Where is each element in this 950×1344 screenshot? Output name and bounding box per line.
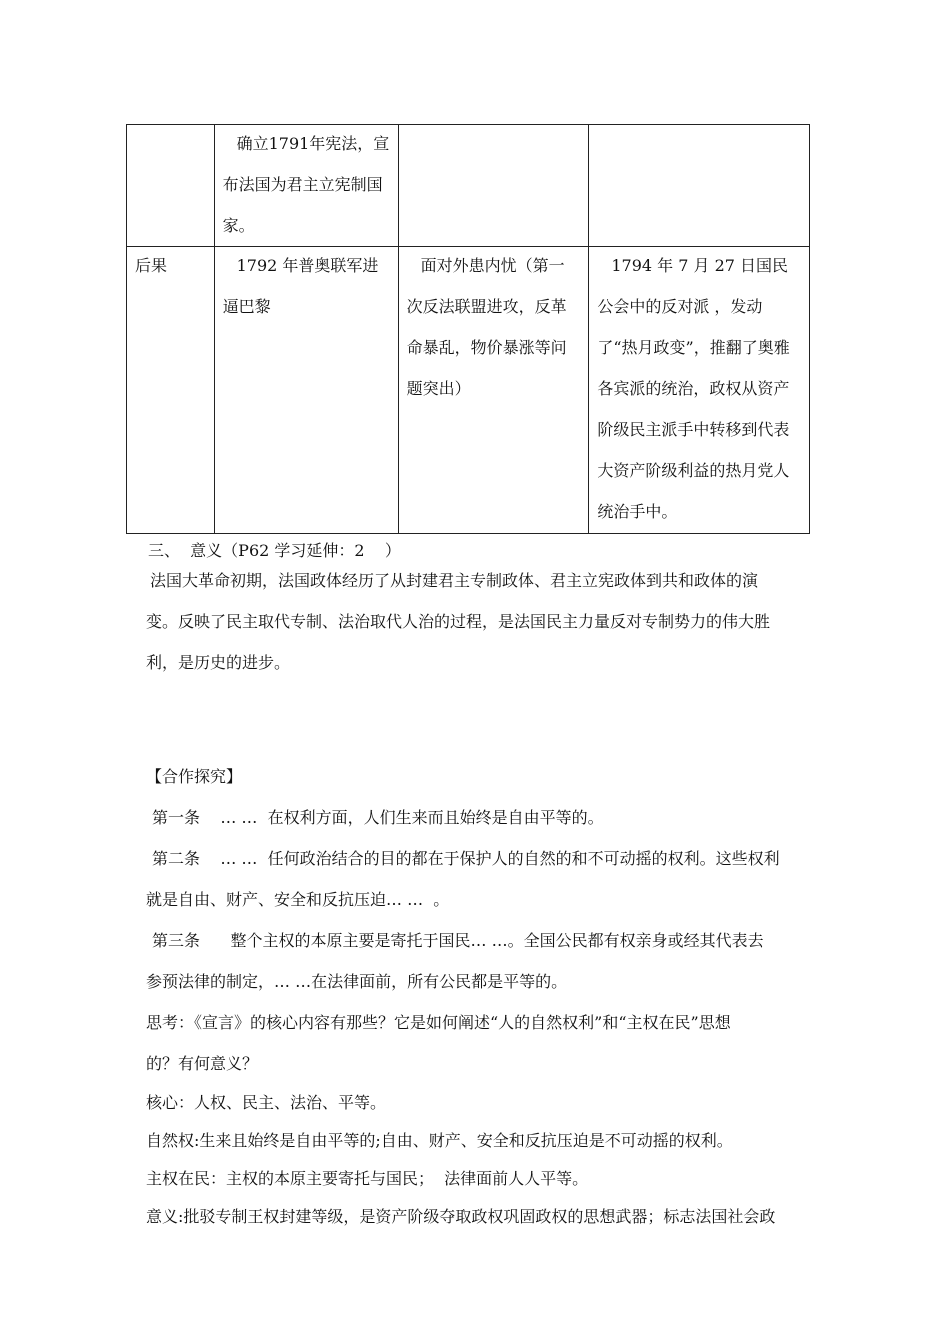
section-3-heading: 三、 意义（P62 学习延伸：2 ）: [148, 541, 401, 560]
question-line2: 的？有何意义？: [146, 1054, 259, 1073]
cooperation-heading: 【合作探究】: [146, 767, 243, 786]
table-cell: [398, 125, 589, 247]
table-cell: 确立1791年宪法，宣布法国为君主立宪制国家。: [214, 125, 398, 247]
article-3-line2: 参预法律的制定，… …在法律面前，所有公民都是平等的。: [146, 972, 568, 991]
answer-core: 核心：人权、民主、法治、平等。: [146, 1093, 387, 1112]
table-cell: 1792 年普奥联军进逼巴黎: [214, 247, 398, 534]
article-1: 第一条 … … 在权利方面，人们生来而且始终是自由平等的。: [152, 808, 604, 827]
table-cell: 后果: [127, 247, 215, 534]
table-cell: [127, 125, 215, 247]
cooperation-section: [146, 756, 811, 1236]
meaning-paragraph: [150, 560, 815, 601]
table-cell: 面对外患内忧（第一次反法联盟进攻，反革命暴乱，物价暴涨等问题突出）: [398, 247, 589, 534]
answer-sovereignty: 主权在民：主权的本原主要寄托与国民； 法律面前人人平等。: [146, 1169, 589, 1188]
paragraph-line: 法国大革命初期，法国政体经历了从封建君主专制政体、君主立宪政体到共和政体的演: [150, 571, 759, 590]
question-line1: 思考：《宣言》的核心内容有那些？它是如何阐述“人的自然权利”和“主权在民”思想: [146, 1013, 731, 1032]
article-2-line2: 就是自由、财产、安全和反抗压迫… … 。: [146, 890, 450, 909]
answer-meaning: 意义:批驳专制王权封建等级，是资产阶级夺取政权巩固政权的思想武器；标志法国社会政: [146, 1207, 776, 1226]
paragraph-line: 利，是历史的进步。: [146, 653, 291, 672]
meaning-paragraph-cont: [146, 601, 811, 683]
article-2-line1: 第二条 … … 任何政治结合的目的都在于保护人的自然的和不可动摇的权利。这些权利: [152, 849, 780, 868]
table-cell: 1794 年 7 月 27 日国民公会中的反对派 ，发动了“热月政变”，推翻了奥雅各宾派的统治，政权从资产阶级民主派手中转移到代表大资产阶级利益的热月党人统治手中。: [589, 247, 810, 534]
paragraph-line: 变。反映了民主取代专制、法治取代人治的过程，是法国民主力量反对专制势力的伟大胜: [146, 612, 771, 631]
answer-natural-rights: 自然权:生来且始终是自由平等的;自由、财产、安全和反抗压迫是不可动摇的权利。: [146, 1131, 733, 1150]
table-cell: [589, 125, 810, 247]
revolution-table: [126, 124, 810, 534]
article-3-line1: 第三条 整个主权的本原主要是寄托于国民… …。全国公民都有权亲身或经其代表去: [152, 931, 764, 950]
table-row: [127, 125, 810, 247]
table-row: [127, 247, 810, 534]
